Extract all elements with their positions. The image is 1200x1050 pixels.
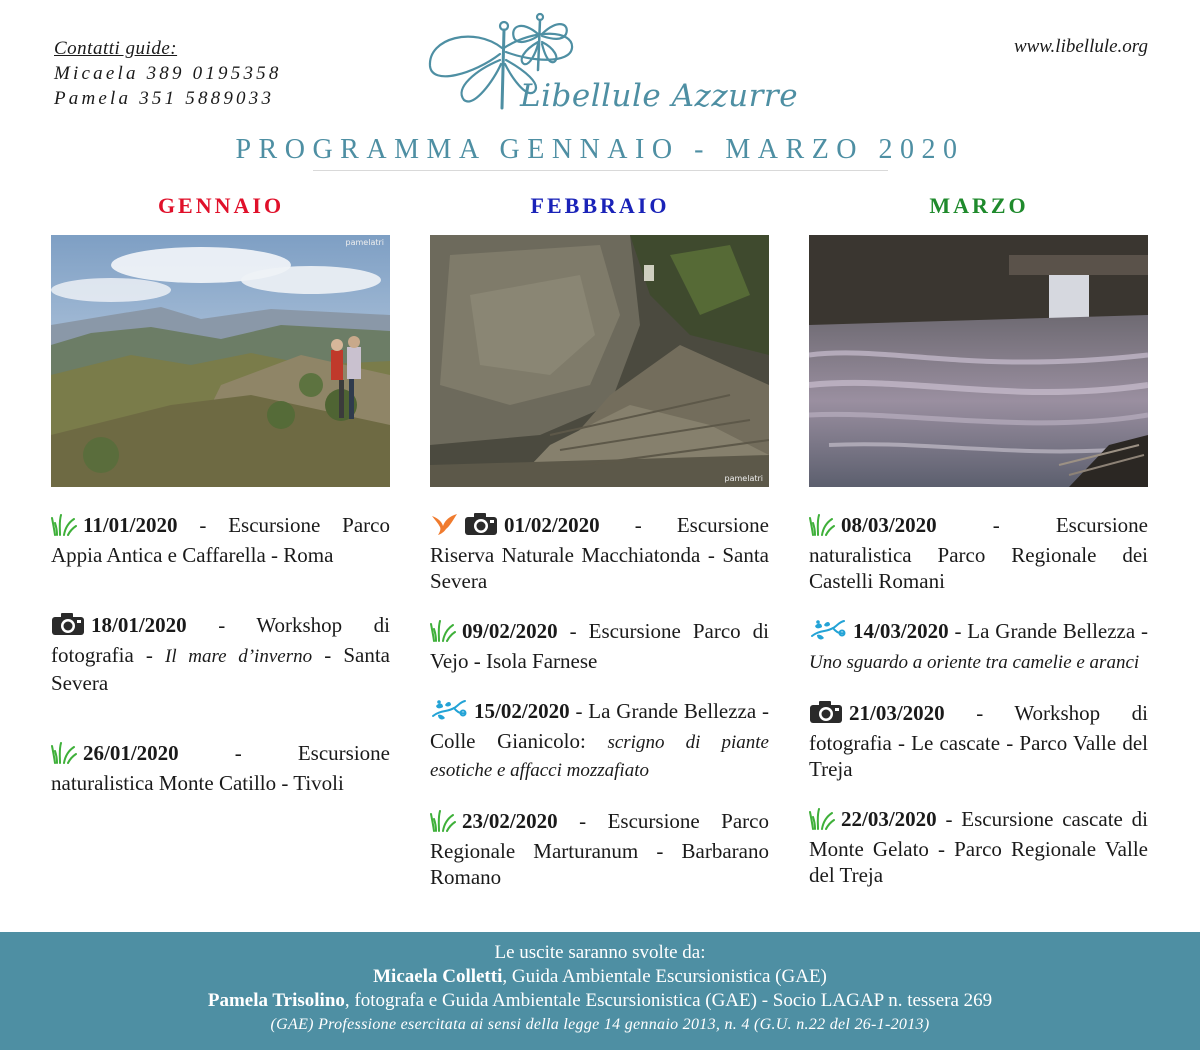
camera-icon	[809, 700, 843, 730]
event-item	[430, 512, 769, 594]
event-subtitle: scrigno di piante esotiche e affacci mozzafiato	[430, 732, 769, 781]
event-description: - Escursione cascate di Monte Gelato - Parco Regionale Valle del Treja	[809, 807, 1148, 887]
grass-icon	[430, 620, 456, 648]
event-location: - Santa Severa	[51, 643, 390, 695]
guide-role: , fotografa e Guida Ambientale Escursionistica (GAE) - Socio LAGAP n. tessera 269	[344, 990, 993, 1011]
stone-path-image	[430, 235, 769, 487]
footer-intro: Le uscite saranno svolte da:	[494, 942, 706, 963]
contact-micaela: Micaela 389 0195358	[54, 63, 282, 84]
photo-stone-path	[430, 235, 769, 487]
events-list-marzo	[809, 512, 1148, 912]
month-heading: FEBBRAIO	[530, 193, 670, 218]
events-list-febbraio	[430, 512, 769, 914]
program-title: PROGRAMMA GENNAIO - MARZO 2020	[235, 134, 965, 165]
event-description: - La Grande Bellezza - Colle Gianicolo:	[430, 699, 769, 753]
month-column-marzo	[809, 190, 1149, 887]
guide-name: Micaela Colletti	[373, 966, 503, 987]
event-item	[51, 612, 390, 696]
grass-icon	[51, 514, 77, 542]
event-item	[809, 700, 1148, 782]
photo-credit: pamelatri	[724, 474, 763, 483]
event-date: 23/02/2020	[462, 809, 558, 833]
camera-icon	[464, 512, 498, 542]
bird-icon	[430, 512, 458, 542]
event-item	[51, 740, 390, 796]
logo-text: Libellule Azzurre	[520, 78, 799, 114]
event-description: - Escursione Parco di Vejo - Isola Farnese	[430, 619, 769, 673]
event-item	[430, 618, 769, 674]
contacts-label: Contatti guide:	[54, 38, 178, 59]
event-subtitle: Uno sguardo a oriente tra camelie e aranci	[809, 652, 1140, 673]
event-date: 09/02/2020	[462, 619, 558, 643]
event-item	[51, 512, 390, 568]
footer-guide-micaela	[0, 965, 1200, 989]
website-link[interactable]: www.libellule.org	[1013, 36, 1148, 57]
footer-guide-pamela	[0, 989, 1200, 1013]
month-column-gennaio	[51, 190, 391, 795]
contact-pamela: Pamela 351 5889033	[54, 88, 275, 109]
month-heading: GENNAIO	[157, 193, 285, 218]
event-description: - Escursione Parco Regionale Marturanum - Barbarano Romano	[430, 809, 769, 889]
flower-icon	[809, 618, 847, 648]
footer-banner	[0, 932, 1200, 1050]
photo-credit: pamelatri	[345, 238, 384, 247]
event-date: 21/03/2020	[849, 701, 945, 725]
event-item	[430, 808, 769, 890]
title-divider	[313, 170, 888, 171]
event-item	[809, 806, 1148, 888]
event-date: 18/01/2020	[91, 613, 187, 637]
grass-icon	[51, 742, 77, 770]
month-column-febbraio	[430, 190, 770, 889]
grass-icon	[809, 514, 835, 542]
event-date: 22/03/2020	[841, 807, 937, 831]
guide-contacts	[54, 36, 282, 111]
month-heading: MARZO	[929, 193, 1029, 218]
events-list-gennaio	[51, 512, 390, 840]
guide-name: Pamela Trisolino	[207, 990, 345, 1011]
event-date: 26/01/2020	[83, 741, 179, 765]
event-date: 01/02/2020	[504, 513, 600, 537]
event-date: 08/03/2020	[841, 513, 937, 537]
event-item	[809, 618, 1148, 676]
grass-icon	[809, 808, 835, 836]
event-date: 14/03/2020	[853, 619, 949, 643]
event-date: 15/02/2020	[474, 699, 570, 723]
footer-legal-note: (GAE) Professione esercitata ai sensi della legge 14 gennaio 2013, n. 4 (G.U. n.22 del 26-1-2013)	[270, 1016, 930, 1033]
event-description: - Escursione Parco Appia Antica e Caffarella - Roma	[51, 513, 390, 567]
guide-role: , Guida Ambientale Escursionistica (GAE)	[502, 966, 827, 987]
camera-icon	[51, 612, 85, 642]
photo-mountain-hikers	[51, 235, 390, 487]
photo-waterfall	[809, 235, 1148, 487]
flower-icon	[430, 698, 468, 728]
mountain-landscape-image	[51, 235, 390, 487]
grass-icon	[430, 810, 456, 838]
event-date: 11/01/2020	[83, 513, 178, 537]
event-item	[430, 698, 769, 784]
event-item	[809, 512, 1148, 594]
event-description: - Workshop di fotografia -	[51, 613, 390, 667]
event-description: - La Grande Bellezza -	[948, 619, 1148, 643]
event-description: - Escursione naturalistica Monte Catillo - Tivoli	[51, 741, 390, 795]
event-description: - Escursione Riserva Naturale Macchiatonda - Santa Severa	[430, 513, 769, 593]
waterfall-river-image	[809, 235, 1148, 487]
event-subtitle: Il mare d’inverno	[165, 646, 313, 667]
event-description: - Escursione naturalistica Parco Regionale dei Castelli Romani	[809, 513, 1148, 593]
event-description: - Workshop di fotografia - Le cascate - Parco Valle del Treja	[809, 701, 1148, 781]
